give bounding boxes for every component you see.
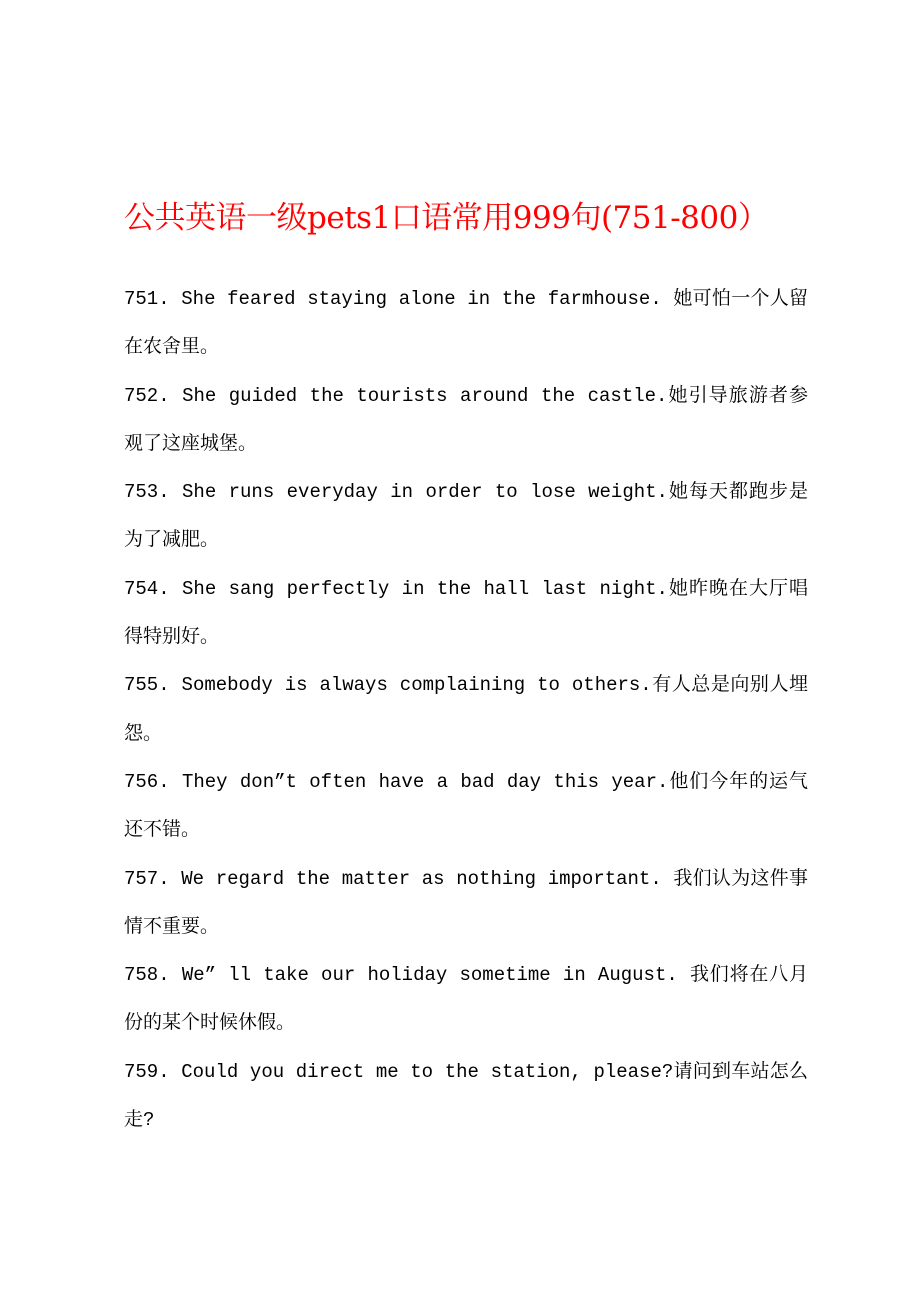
sentence-entry: 754. She sang perfectly in the hall last night.她昨晚在大厅唱得特别好。 (124, 577, 808, 649)
sentence-entry: 757. We regard the matter as nothing important. 我们认为这件事情不重要。 (124, 867, 808, 938)
sentence-entry: 758. We” ll take our holiday sometime in August. 我们将在八月份的某个时候休假。 (124, 964, 808, 1035)
sentence-entry: 759. Could you direct me to the station, please?请问到车站怎么走? (124, 1060, 808, 1132)
sentence-entry: 751. She feared staying alone in the farmhouse. 她可怕一个人留在农舍里。 (124, 288, 808, 359)
sentence-entry: 756. They don”t often have a bad day this year.他们今年的运气还不错。 (124, 770, 808, 842)
sentence-entry: 753. She runs everyday in order to lose weight.她每天都跑步是为了减肥。 (124, 481, 808, 552)
sentence-entry: 752. She guided the tourists around the castle.她引导旅游者参观了这座城堡。 (124, 384, 808, 455)
document-title: 公共英语一级pets1口语常用999句(751-800） (124, 200, 769, 236)
sentence-list (124, 275, 808, 1144)
sentence-entry: 755. Somebody is always complaining to others.有人总是向别人埋怨。 (124, 674, 808, 745)
